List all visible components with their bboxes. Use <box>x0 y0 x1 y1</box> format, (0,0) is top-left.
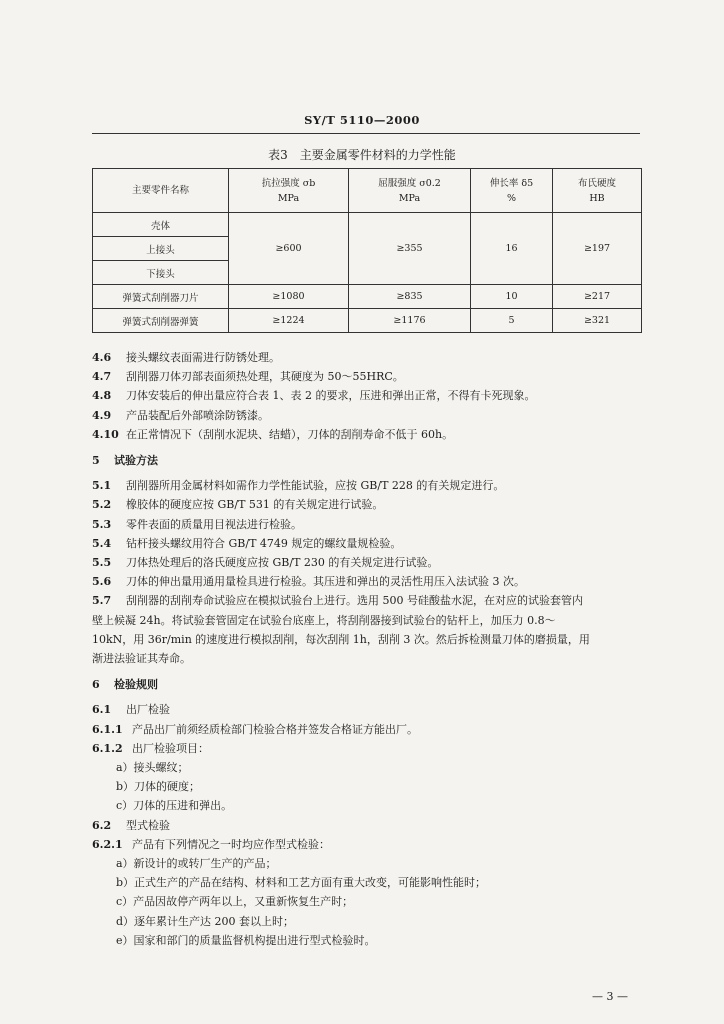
tensile-cell: ≥600 <box>229 213 349 285</box>
clause: 4.7 刮削器刀体刃部表面须热处理，其硬度为 50～55HRC。 <box>92 370 404 384</box>
tensile-cell: ≥1080 <box>229 285 349 309</box>
column-header: 屈服强度 σ0.2 MPa <box>349 169 471 213</box>
clause: 5.1 刮削器所用金属材料如需作力学性能试验，应按 GB/T 228 的有关规定进行。 <box>92 479 505 493</box>
list-item: a）新设计的或转厂生产的产品； <box>116 857 277 871</box>
clause: 6.2.1 产品有下列情况之一时均应作型式检验： <box>92 837 330 851</box>
header-rule <box>92 133 640 134</box>
list-item: c）产品因故停产两年以上，又重新恢复生产时； <box>116 895 354 909</box>
list-item: a）接头螺纹； <box>116 761 189 775</box>
yield-cell: ≥355 <box>349 213 471 285</box>
clause-continuation: 壁上候凝 24h。将试验套管固定在试验台底座上，将刮削器接到试验台的钻杆上，加压力 0.8～ <box>92 613 556 627</box>
elongation-cell: 16 <box>471 213 553 285</box>
clause: 5.6 刀体的伸出量用通用量检具进行检验。其压进和弹出的灵活性用压入法试验 3 次。 <box>92 575 525 589</box>
clauses-body <box>92 348 652 950</box>
elongation-cell: 5 <box>471 309 553 333</box>
column-header: 伸长率 δ5 % <box>471 169 553 213</box>
hardness-cell: ≥197 <box>553 213 642 285</box>
part-name-cell: 上接头 <box>93 237 229 261</box>
section-heading: 5 试验方法 <box>92 454 158 468</box>
section-heading: 6 检验规则 <box>92 678 158 692</box>
yield-cell: ≥1176 <box>349 309 471 333</box>
list-item: e）国家和部门的质量监督机构提出进行型式检验时。 <box>116 933 376 947</box>
table-title: 表3 主要金属零件材料的力学性能 <box>268 148 456 162</box>
hardness-cell: ≥321 <box>553 309 642 333</box>
list-item: d）逐年累计生产达 200 套以上时； <box>116 914 295 928</box>
clause: 5.5 刀体热处理后的洛氏硬度应按 GB/T 230 的有关规定进行试验。 <box>92 556 439 570</box>
table-row <box>93 285 642 309</box>
column-header: 布氏硬度 HB <box>553 169 642 213</box>
page-number: — 3 — <box>592 990 628 1003</box>
clause: 6.1.1 产品出厂前须经质检部门检验合格并签发合格证方能出厂。 <box>92 722 418 736</box>
clause: 5.2 橡胶体的硬度应按 GB/T 531 的有关规定进行试验。 <box>92 498 384 512</box>
clause: 6.1.2 出厂检验项目： <box>92 741 209 755</box>
table-row <box>93 213 642 237</box>
part-name-cell: 下接头 <box>93 261 229 285</box>
clause: 4.6 接头螺纹表面需进行防锈处理。 <box>92 351 280 364</box>
clause: 4.8 刀体安装后的伸出量应符合表 1、表 2 的要求，压进和弹出正常，不得有卡死现象。 <box>92 389 536 403</box>
document-code: SY/T 5110—2000 <box>304 113 420 127</box>
table-header-row <box>93 169 642 213</box>
properties-table <box>92 168 642 333</box>
clause: 5.3 零件表面的质量用目视法进行检验。 <box>92 517 302 531</box>
column-header: 主要零件名称 <box>93 169 229 213</box>
clause: 4.9 产品装配后外部喷涂防锈漆。 <box>92 408 269 422</box>
part-name-cell: 壳体 <box>93 213 229 237</box>
clause: 5.4 钻杆接头螺纹用符合 GB/T 4749 规定的螺纹量规检验。 <box>92 536 402 550</box>
hardness-cell: ≥217 <box>553 285 642 309</box>
elongation-cell: 10 <box>471 285 553 309</box>
clause: 6.1 出厂检验 <box>92 703 170 717</box>
clause: 4.10 在正常情况下（刮削水泥块、结蜡），刀体的刮削寿命不低于 60h。 <box>92 427 454 441</box>
yield-cell: ≥835 <box>349 285 471 309</box>
table-row <box>93 309 642 333</box>
list-item: c）刀体的压进和弹出。 <box>116 799 233 813</box>
list-item: b）正式生产的产品在结构、材料和工艺方面有重大改变，可能影响性能时； <box>116 876 487 890</box>
clause-continuation: 渐进法验证其寿命。 <box>92 652 191 666</box>
clause: 5.7 刮削器的刮削寿命试验应在模拟试验台上进行。选用 500 号硅酸盐水泥，在对应的试验套管内 <box>92 594 583 608</box>
clause: 6.2 型式检验 <box>92 818 170 832</box>
part-name-cell: 弹簧式刮削器刀片 <box>93 285 229 309</box>
list-item: b）刀体的硬度； <box>116 780 201 794</box>
tensile-cell: ≥1224 <box>229 309 349 333</box>
clause-continuation: 10kN，用 36r/min 的速度进行模拟刮削，每次刮削 1h，刮削 3 次。然后拆检测量刀体的磨损量，用 <box>92 632 590 646</box>
part-name-cell: 弹簧式刮削器弹簧 <box>93 309 229 333</box>
column-header: 抗拉强度 σb MPa <box>229 169 349 213</box>
